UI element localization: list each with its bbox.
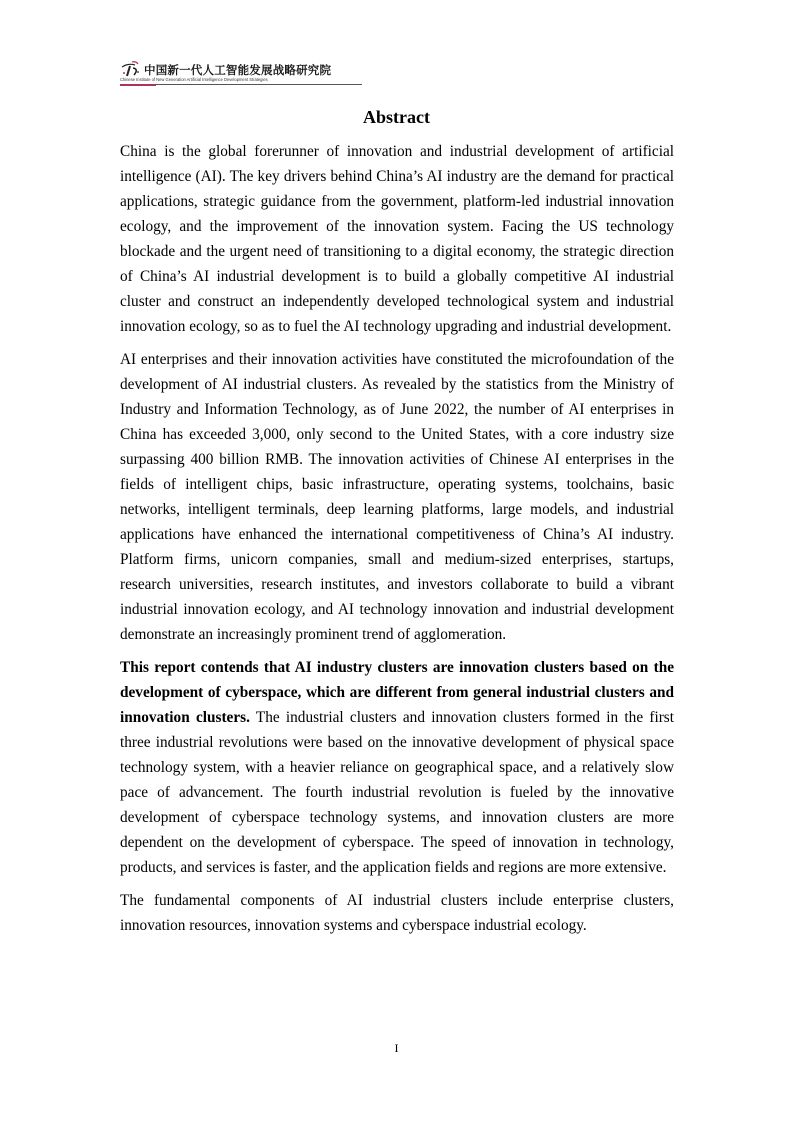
- abstract-body: [120, 139, 674, 946]
- institute-name-chinese: 中国新一代人工智能发展战略研究院: [144, 63, 332, 77]
- paragraph: [120, 888, 674, 938]
- paragraph-text: The industrial clusters and innovation clusters formed in the first three industrial revolutions were based on the innovative development of physical space technology system, with a heavier reliance on geographical space, and a relatively slow pace of advancement. The fourth industrial revolution is fueled by the innovative development of cyberspace technology systems, and innovation clusters are more dependent on the development of cyberspace. The speed of innovation in technology, products, and services is faster, and the application fields and regions are more extensive.: [120, 709, 674, 876]
- paragraph: [120, 655, 674, 880]
- header-divider: [120, 84, 362, 85]
- paragraph-text: AI enterprises and their innovation activities have constituted the microfoundation of the development of AI industrial clusters. As revealed by the statistics from the Ministry of Industry and Information Technology, as of June 2022, the number of AI enterprises in China has exceeded 3,000, only second to the United States, with a core industry size surpassing 400 billion RMB. The innovation activities of Chinese AI enterprises in the fields of intelligent chips, basic infrastructure, operating systems, toolchains, basic networks, intelligent terminals, deep learning platforms, large models, and industrial applications have enhanced the international competitiveness of China’s AI industry. Platform firms, unicorn companies, small and medium-sized enterprises, startups, research universities, research institutes, and investors collaborate to build a vibrant industrial innovation ecology, and AI technology innovation and industrial development demonstrate an increasingly prominent trend of agglomeration.: [120, 351, 674, 643]
- page-number: I: [394, 1041, 399, 1055]
- paragraph-text: China is the global forerunner of innovation and industrial development of artificial intelligence (AI). The key drivers behind China’s AI industry are the demand for practical applications, strategic guidance from the government, platform-led industrial innovation ecology, and the improvement of the innovation system. Facing the US technology blockade and the urgent need of transitioning to a digital economy, the strategic direction of China’s AI industrial development is to build a globally competitive AI industrial cluster and construct an independently developed technological system and industrial innovation ecology, so as to fuel the AI technology upgrading and industrial development.: [120, 143, 674, 335]
- page-title: Abstract: [363, 107, 430, 127]
- paragraph: [120, 139, 674, 339]
- institute-header: [120, 58, 365, 90]
- header-divider-accent: [120, 84, 156, 86]
- paragraph-text: The fundamental components of AI industrial clusters include enterprise clusters, innovation resources, innovation systems and cyberspace industrial ecology.: [120, 892, 674, 934]
- paragraph-bold-lead: This report contends that AI industry clusters are innovation clusters based on the development of cyberspace, which are different from general industrial clusters and innovation clusters.: [120, 659, 674, 726]
- institute-name-english: Chinese Institute of New Generation Artificial Intelligence Development Strategies: [120, 77, 268, 82]
- paragraph: [120, 347, 674, 647]
